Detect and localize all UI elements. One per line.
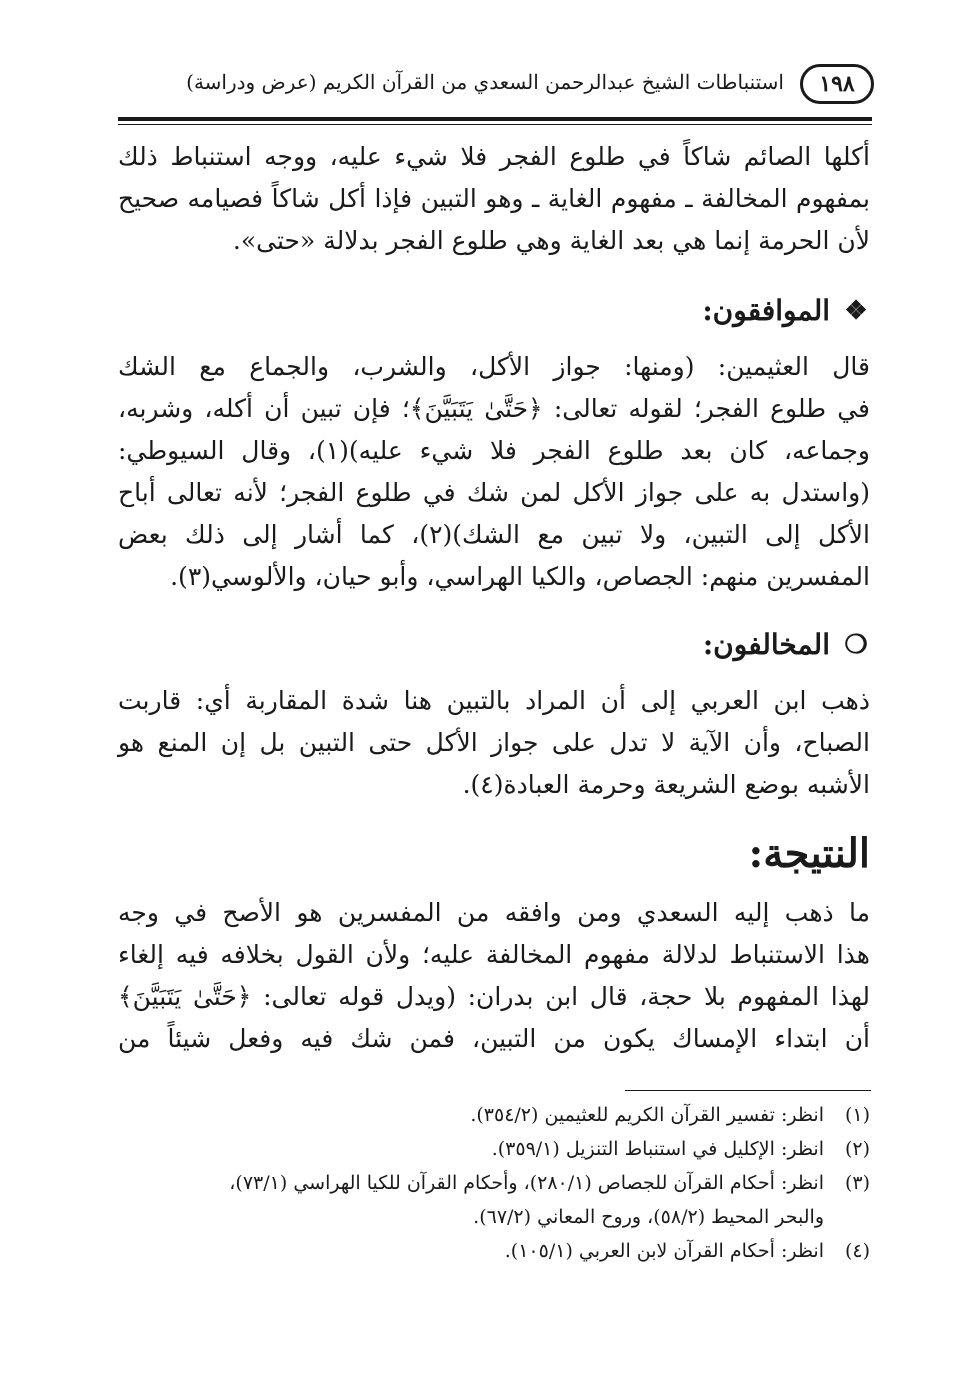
- paragraph-line: أكلها الصائم شاكاً في طلوع الفجر فلا شيء عليه، ووجه استنباط ذلك: [118, 142, 870, 171]
- agreeing-paragraph: [118, 346, 870, 598]
- footnote-number: (٢): [844, 1138, 870, 1160]
- paragraph-line: الصباح، وأن الآية لا تدل على جواز الأكل حتى التبين بل إن المنع هو: [118, 728, 870, 757]
- footnote-text: انظر: أحكام القرآن للجصاص (٢٨٠/١)، وأحكام القرآن للكيا الهراسي (٧٣/١)،: [229, 1172, 824, 1194]
- footnote: [118, 1132, 870, 1166]
- paragraph-line: هذا الاستنباط لدلالة مفهوم المخالفة عليه؛ ولأن القول بخلافه فيه إلغاء: [118, 940, 870, 969]
- heading-title: الموافقون:: [702, 294, 830, 327]
- heading-title: النتيجة:: [748, 830, 870, 877]
- footnotes: [118, 1098, 870, 1268]
- page-number-badge: ١٩٨: [800, 64, 874, 104]
- footnote-text: انظر: الإكليل في استنباط التنزيل (٣٥٩/١).: [491, 1138, 824, 1160]
- running-title: استنباطات الشيخ عبدالرحمن السعدي من القرآن الكريم (عرض ودراسة): [186, 70, 784, 94]
- intro-paragraph: [118, 136, 870, 262]
- circle-icon: ❍: [844, 629, 868, 660]
- footnote-number: (٣): [844, 1172, 870, 1194]
- footnote-number: (١): [844, 1104, 870, 1126]
- footnote-separator: [625, 1090, 871, 1091]
- footnote: [118, 1234, 870, 1268]
- paragraph-line: ذهب ابن العربي إلى أن المراد بالتبين هنا شدة المقاربة أي: قاربت: [118, 686, 870, 715]
- header-rule-thin: [118, 124, 872, 125]
- paragraph-line: أن ابتداء الإمساك يكون من التبين، فمن شك فيه وفعل شيئاً من: [118, 1024, 870, 1053]
- paragraph-line: لأن الحرمة إنما هي بعد الغاية وهي طلوع الفجر بدلالة «حتى».: [232, 226, 870, 255]
- opposing-paragraph: [118, 680, 870, 806]
- paragraph-line: الأكل إلى التبين، ولا تبين مع الشك)(٢)، كما أشار إلى ذلك بعض: [118, 520, 870, 549]
- paragraph-line: قال العثيمين: (ومنها: جواز الأكل، والشرب، والجماع مع الشك: [118, 352, 870, 381]
- footnote-text: انظر: تفسير القرآن الكريم للعثيمين (٣٥٤/٢).: [470, 1104, 824, 1126]
- header-rule-thick: [118, 117, 872, 121]
- paragraph-line: لهذا المفهوم بلا حجة، قال ابن بدران: (ويدل قوله تعالى: ﴿حَتَّىٰ يَتَبَيَّنَ﴾: [118, 982, 870, 1011]
- paragraph-line: بمفهوم المخالفة ـ مفهوم الغاية ـ وهو التبين فإذا أكل شاكاً فصيامه صحيح: [118, 184, 870, 213]
- paragraph-line: المفسرين منهم: الجصاص، والكيا الهراسي، وأبو حيان، والألوسي(٣).: [170, 562, 870, 591]
- heading-agreeing: [118, 294, 870, 327]
- paragraph-line: ما ذهب إليه السعدي ومن وافقه من المفسرين هو الأصح في وجه: [118, 898, 870, 927]
- result-paragraph: [118, 892, 870, 1060]
- paragraph-line: في طلوع الفجر؛ لقوله تعالى: ﴿حَتَّىٰ يَتَبَيَّنَ﴾؛ فإن تبين أن أكله، وشربه،: [118, 394, 870, 423]
- footnote-number: (٤): [844, 1240, 870, 1262]
- footnote-continuation: والبحر المحيط (٥٨/٢)، وروح المعاني (٦٧/٢).: [473, 1206, 824, 1228]
- footnote: [118, 1166, 870, 1200]
- paragraph-line: الأشبه بوضع الشريعة وحرمة العبادة(٤).: [462, 770, 870, 799]
- heading-title: المخالفون:: [702, 628, 830, 661]
- heading-opposing: [118, 628, 870, 661]
- heading-result: [118, 830, 870, 877]
- paragraph-line: وجماعه، كان بعد طلوع الفجر فلا شيء عليه)(١)، وقال السيوطي:: [118, 436, 870, 465]
- ornament-icon: ❖: [844, 295, 868, 326]
- footnote-text: انظر: أحكام القرآن لابن العربي (١٠٥/١).: [504, 1240, 824, 1262]
- page-header: [118, 62, 870, 114]
- footnote: [118, 1098, 870, 1132]
- paragraph-line: (واستدل به على جواز الأكل لمن شك في طلوع الفجر؛ لأنه تعالى أباح: [118, 478, 870, 507]
